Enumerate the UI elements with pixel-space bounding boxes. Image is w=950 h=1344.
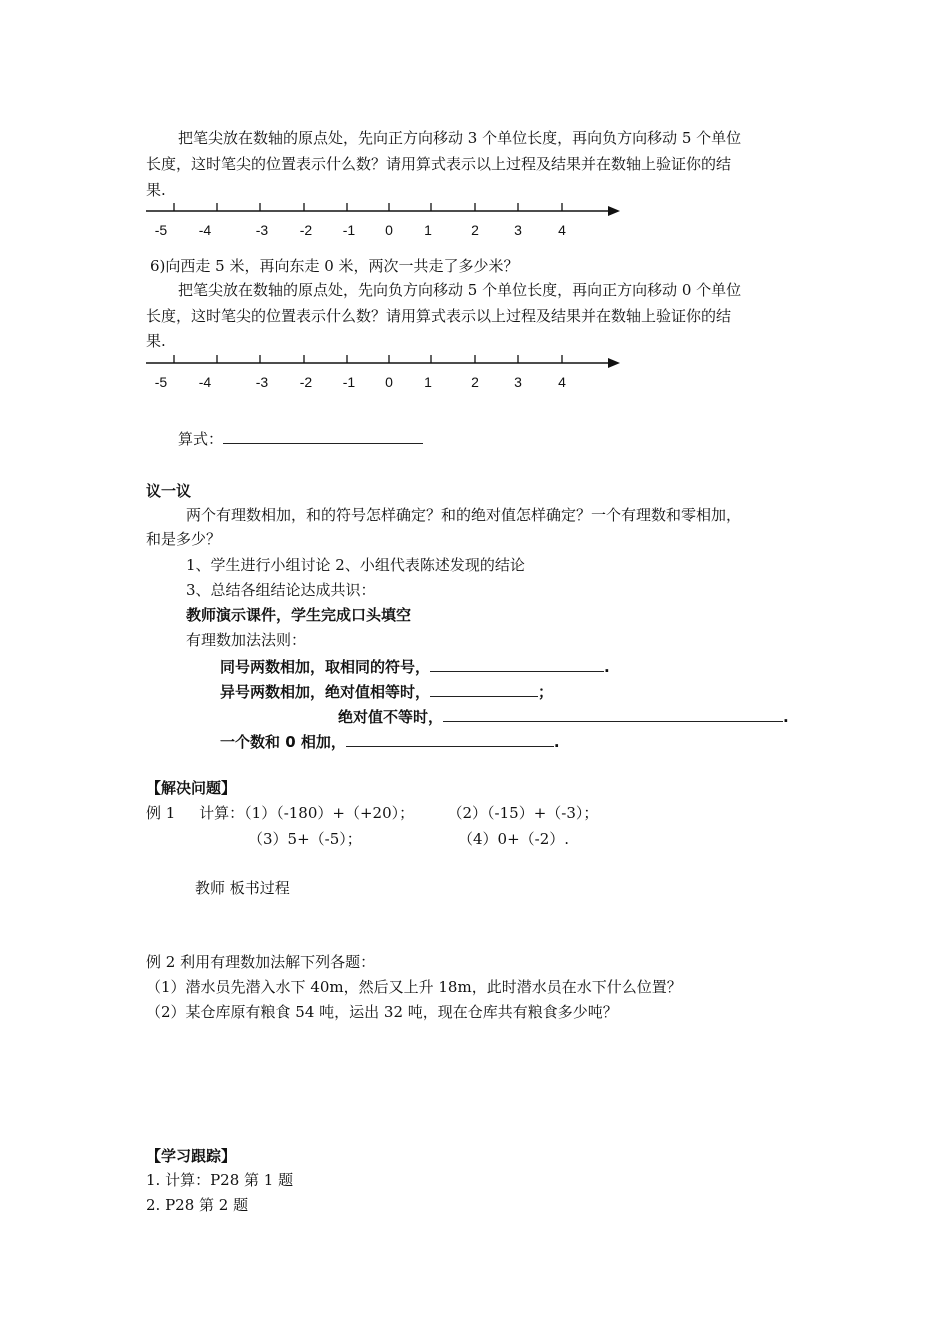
rule-3-text: 绝对值不等时， xyxy=(338,708,444,726)
rule-1-text: 同号两数相加，取相同的符号， xyxy=(220,658,431,676)
axis-tick-label: 0 xyxy=(385,374,393,390)
example-1-item3: （3）5+（-5）； xyxy=(248,830,362,848)
axis-tick-label: 3 xyxy=(514,222,522,238)
rule-4-blank[interactable] xyxy=(346,731,554,747)
axis-tick-label: 4 xyxy=(558,222,566,238)
axis-tick-label: 2 xyxy=(471,374,479,390)
axis-tick-label: -1 xyxy=(342,374,356,390)
teacher-board: 教师 板书过程 xyxy=(195,879,290,897)
number-line-1 xyxy=(0,200,950,240)
axis-tick-label: 1 xyxy=(424,222,432,238)
axis-tick-label: -4 xyxy=(198,222,212,238)
problem2-line2: 长度，这时笔尖的位置表示什么数？请用算式表示以上过程及结果并在数轴上验证你的结 xyxy=(146,307,732,325)
axis-tick-label: 0 xyxy=(385,222,393,238)
axis-tick-label: -2 xyxy=(299,222,313,238)
example-2-question-1: （1）潜水员先潜入水下 40m，然后又上升 18m，此时潜水员在水下什么位置？ xyxy=(146,978,682,996)
axis-tick-label: 4 xyxy=(558,374,566,390)
formula-row xyxy=(178,428,423,449)
problem2-line1: 把笔尖放在数轴的原点处，先向负方向移动 5 个单位长度，再向正方向移动 0 个单位 xyxy=(178,281,742,299)
number-line-2-svg xyxy=(0,352,950,392)
discuss-step-3: 3、总结各组结论达成共识： xyxy=(186,581,376,599)
number-line-2 xyxy=(0,352,950,392)
axis-tick-label: 1 xyxy=(424,374,432,390)
rule-1-end: . xyxy=(604,658,610,676)
example-2-question-2: （2）某仓库原有粮食 54 吨，运出 32 吨，现在仓库共有粮食多少吨？ xyxy=(146,1003,618,1021)
solve-heading: 【解决问题】 xyxy=(146,779,237,797)
problem1-line3: 果. xyxy=(146,181,166,199)
track-item-1: 1. 计算：P28 第 1 题 xyxy=(146,1171,294,1189)
rule-3 xyxy=(338,706,789,727)
discuss-heading: 议一议 xyxy=(146,482,192,500)
axis-tick-label: -2 xyxy=(299,374,313,390)
rule-4 xyxy=(220,731,560,752)
rule-1-blank[interactable] xyxy=(430,656,604,672)
example-1-line1: 例 1 计算：（1）（-180）+（+20）； （2）（-15）+（-3）； xyxy=(146,804,599,822)
rule-3-blank[interactable] xyxy=(443,706,783,722)
axis-tick-label: -5 xyxy=(154,374,168,390)
rule-2 xyxy=(220,681,553,702)
axis-arrow xyxy=(608,358,620,368)
rule-2-end: ； xyxy=(538,683,554,701)
number-line-1-svg xyxy=(0,200,950,240)
axis-tick-label: -4 xyxy=(198,374,212,390)
question-6: 6)向西走 5 米，再向东走 0 米，两次一共走了多少米？ xyxy=(150,257,519,275)
example-1-item4: （4）0+（-2）. xyxy=(458,830,570,848)
formula-label: 算式： xyxy=(178,430,224,448)
problem1-line2: 长度，这时笔尖的位置表示什么数？请用算式表示以上过程及结果并在数轴上验证你的结 xyxy=(146,155,732,173)
rule-4-end: . xyxy=(553,733,560,751)
track-heading: 【学习跟踪】 xyxy=(146,1147,237,1165)
example-2-title: 例 2 利用有理数加法解下列各题： xyxy=(146,953,376,971)
axis-tick-label: 2 xyxy=(471,222,479,238)
axis-arrow xyxy=(608,206,620,216)
rule-title: 有理数加法法则： xyxy=(186,631,307,649)
axis-tick-label: -3 xyxy=(255,222,269,238)
axis-tick-label: -3 xyxy=(255,374,269,390)
rule-1 xyxy=(220,656,610,677)
formula-blank[interactable] xyxy=(223,428,423,444)
problem2-line3: 果. xyxy=(146,332,166,350)
discuss-steps-1-2: 1、学生进行小组讨论 2、小组代表陈述发现的结论 xyxy=(186,556,525,574)
discuss-question-line1: 两个有理数相加，和的符号怎样确定？和的绝对值怎样确定？一个有理数和零相加， xyxy=(186,506,742,524)
rule-2-blank[interactable] xyxy=(430,681,538,697)
axis-tick-label: -5 xyxy=(154,222,168,238)
rule-4-text: 一个数和 0 相加， xyxy=(220,733,346,751)
discuss-question-line2: 和是多少？ xyxy=(146,530,222,548)
rule-3-end: . xyxy=(783,708,789,726)
axis-tick-label: 3 xyxy=(514,374,522,390)
track-item-2: 2. P28 第 2 题 xyxy=(146,1196,249,1214)
axis-tick-label: -1 xyxy=(342,222,356,238)
rule-2-text: 异号两数相加，绝对值相等时， xyxy=(220,683,431,701)
problem1-line1: 把笔尖放在数轴的原点处，先向正方向移动 3 个单位长度，再向负方向移动 5 个单位 xyxy=(178,129,742,147)
teacher-demo: 教师演示课件，学生完成口头填空 xyxy=(186,606,412,624)
